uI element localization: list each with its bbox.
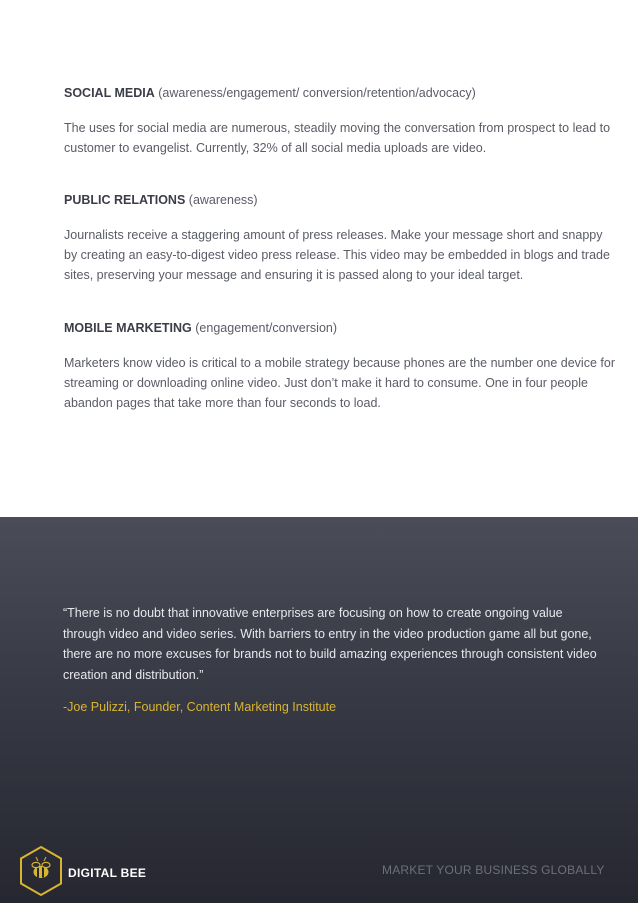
section-social-media [64,85,619,158]
section-public-relations [64,192,619,285]
section-heading [64,320,619,336]
section-mobile-marketing [64,320,619,413]
brand-name: DIGITAL BEE [68,866,147,880]
section-title: SOCIAL MEDIA [64,86,155,100]
section-body: The uses for social media are numerous, steadily moving the conversation from prospect to lead to customer to evangelist. Currently, 32% of all social media uploads are video. [64,121,611,155]
section-body: Journalists receive a staggering amount of press releases. Make your message short and snappy by creating an easy-to-digest video press release. This video may be embedded in blogs and trade sites, preserving your message and ensuring it is passed along to your ideal target. [64,228,610,282]
section-subtitle: (awareness) [188,193,258,207]
brand-tagline: MARKET YOUR BUSINESS GLOBALLY [382,863,605,877]
section-title: MOBILE MARKETING [64,321,192,335]
section-title: PUBLIC RELATIONS [64,193,186,207]
section-body: Marketers know video is critical to a mobile strategy because phones are the number one device for streaming or downloading online video. Just don’t make it hard to consume. One in four people abandon pages that take more than four seconds to load. [64,356,615,410]
section-subtitle: (engagement/conversion) [195,321,338,335]
quote-attribution: -Joe Pulizzi, Founder, Content Marketing Institute [63,700,337,714]
quote-panel [0,517,638,903]
bee-hexagon-icon [18,845,64,897]
section-heading [64,85,619,101]
section-heading [64,192,619,208]
quote-text: “There is no doubt that innovative enterprises are focusing on how to create ongoing value through video and video series. With barriers to entry in the video production game all but gone, there are no more excuses for brands not to build amazing experiences through consistent video creation and distribution.” [63,606,597,682]
section-subtitle: (awareness/engagement/ conversion/retention/advocacy) [158,86,476,100]
